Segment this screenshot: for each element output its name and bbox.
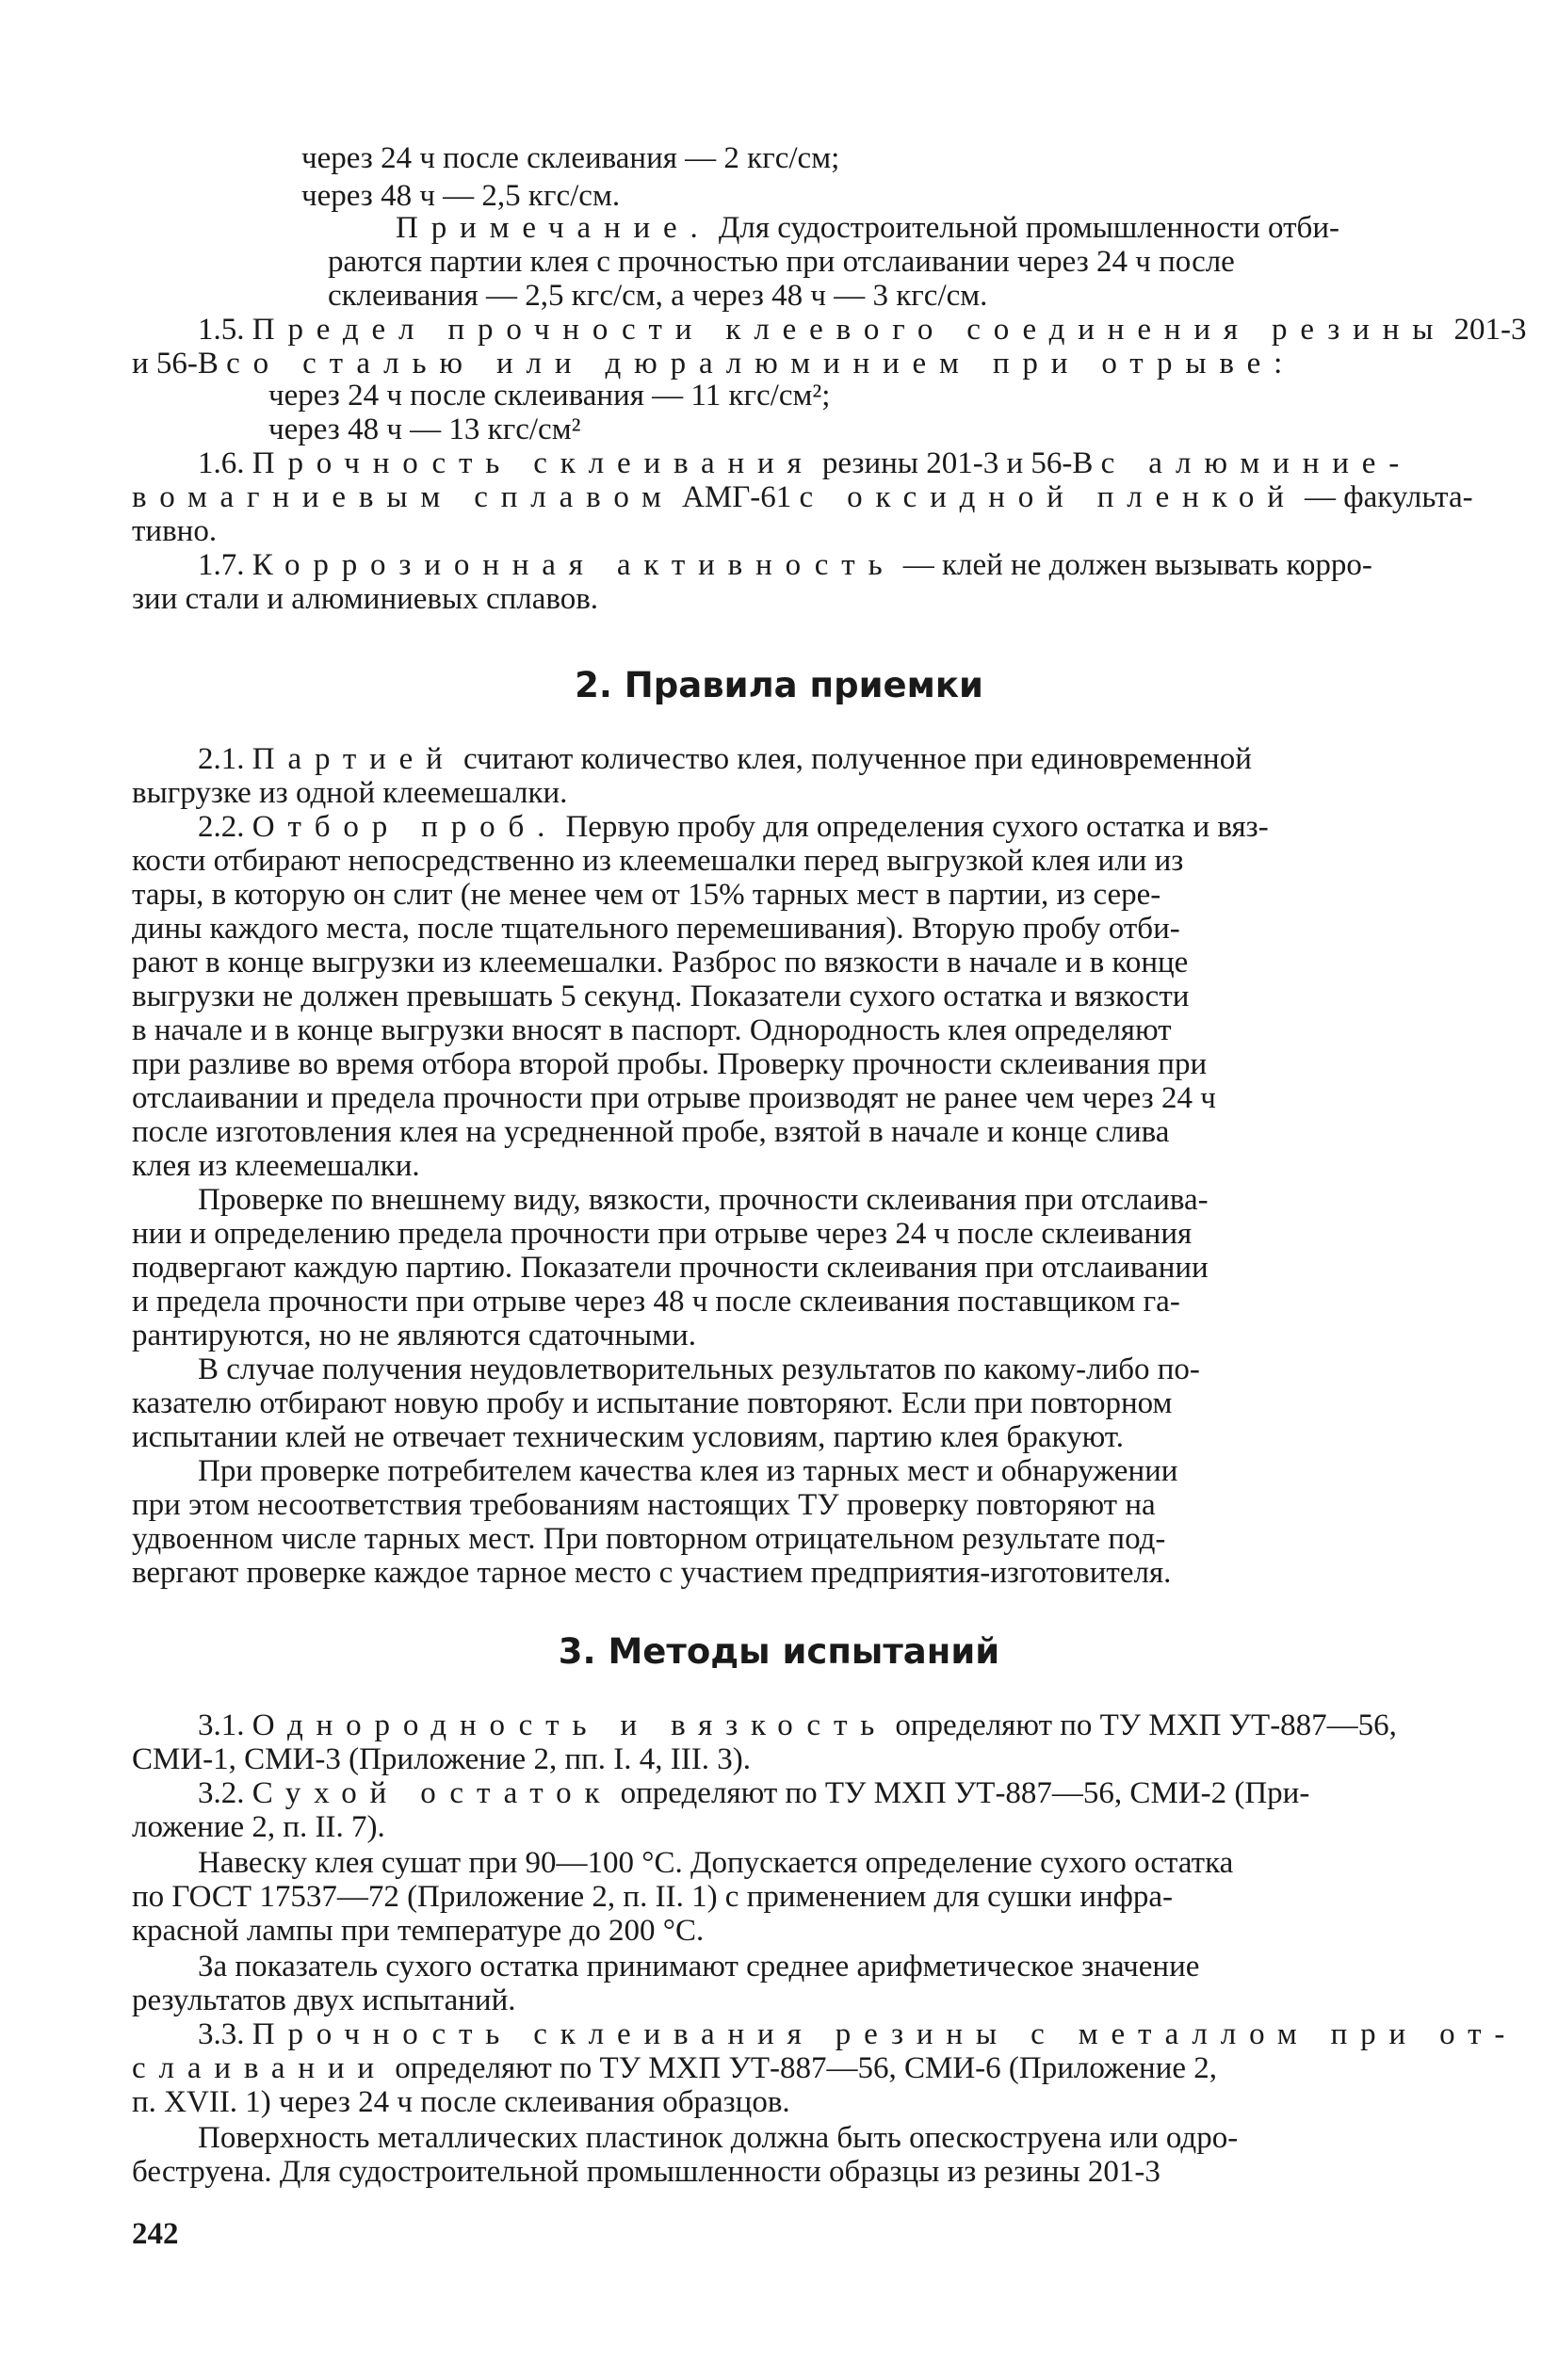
spaced-term: Прочность склеивания резины с металлом при от- — [252, 2017, 1518, 2051]
clause-3-3-line — [198, 2016, 1517, 2053]
clause-3-2-line: ложение 2, п. II. 7). — [132, 1810, 385, 1844]
text-line: Поверхность металлических пластинок должна быть опескоструена или одро- — [198, 2121, 1239, 2155]
clause-text: резины 201-3 и 56-В — [814, 446, 1101, 480]
clause-number: 3.3. — [198, 2017, 245, 2051]
section-heading-2: 2. Правила приемки — [575, 665, 983, 705]
note-line: раются партии клея с прочностью при отслаивании через 24 ч после — [328, 245, 1235, 279]
text-line: За показатель сухого остатка принимают среднее арифметическое значение — [198, 1950, 1200, 1983]
clause-text: считают количество клея, полученное при единовременной — [455, 742, 1252, 776]
text-line: через 24 ч после склеивания — 2 кгс/см; — [301, 141, 840, 175]
clause-number: 1.6. — [198, 446, 245, 480]
spaced-term: слаивании — [132, 2051, 387, 2085]
section-heading-3: 3. Методы испытаний — [558, 1631, 1000, 1672]
spaced-term: Однородность и вязкость — [252, 1708, 888, 1742]
spaced-term: вомагниевым сплавом — [132, 480, 674, 514]
clause-text: определяют по ТУ МХП УТ-887—56, СМИ-2 (При- — [612, 1776, 1310, 1810]
clause-text: определяют по ТУ МХП УТ-887—56, СМИ-6 (Приложение 2, — [386, 2051, 1218, 2085]
text-line: и предела прочности при отрыве через 48 ч после склеивания поставщиком га- — [132, 1285, 1180, 1319]
clause-text: 201-3 — [1446, 313, 1527, 347]
text-line: Проверке по внешнему виду, вязкости, прочности склеивания при отслаива- — [198, 1183, 1209, 1217]
clause-number: 2.1. — [198, 742, 245, 776]
clause-1-7-line — [198, 546, 1372, 584]
clause-3-3-line — [132, 2049, 1217, 2087]
clause-number: 1.5. — [198, 313, 245, 347]
text-line: красной лампы при температуре до 200 °С. — [132, 1914, 705, 1948]
clause-1-7-line: зии стали и алюминиевых сплавов. — [132, 582, 599, 616]
text-line: отслаивании и предела прочности при отрыве производят не ранее чем через 24 ч — [132, 1081, 1216, 1115]
clause-text: — факульта- — [1296, 480, 1473, 514]
text-line: Навеску клея сушат при 90—100 °С. Допускается определение сухого остатка — [198, 1846, 1234, 1880]
clause-text: — клей не должен вызывать корро- — [895, 548, 1372, 582]
clause-number: 1.7. — [198, 548, 245, 582]
spaced-term: Сухой остаток — [252, 1776, 613, 1810]
clause-1-6-line: тивно. — [132, 514, 218, 548]
clause-3-1-line — [198, 1707, 1397, 1744]
note-text: Для судостроительной промышленности отби- — [710, 211, 1339, 245]
spaced-term: Прочность склеивания — [252, 446, 815, 480]
spaced-term: с алюминие- — [1100, 446, 1413, 480]
text-line: тары, в которую он слит (не менее чем от 15% тарных мест в партии, из сере- — [132, 878, 1161, 912]
note-line — [396, 209, 1339, 247]
text-line: кости отбирают непосредственно из клеемешалки перед выгрузкой клея или из — [132, 844, 1184, 878]
clause-1-6-line — [132, 478, 1473, 516]
text-line: испытании клей не отвечает техническим условиям, партию клея бракуют. — [132, 1420, 1124, 1454]
page-number: 242 — [132, 2217, 179, 2251]
text-line: подвергают каждую партию. Показатели прочности склеивания при отслаивании — [132, 1251, 1209, 1285]
clause-3-2-line — [198, 1774, 1309, 1812]
clause-1-6-line — [198, 445, 1412, 482]
clause-text: и 56-В — [132, 347, 227, 380]
clause-1-5-line — [198, 311, 1527, 348]
spaced-term: со сталью или дюралюминием при отрыве: — [226, 347, 1296, 380]
clause-2-2-line — [198, 808, 1269, 846]
clause-number: 3.2. — [198, 1776, 245, 1810]
text-line: в начале и в конце выгрузки вносят в паспорт. Однородность клея определяют — [132, 1013, 1172, 1047]
clause-text: АМГ-61 — [674, 480, 800, 514]
clause-number: 2.2. — [198, 810, 245, 844]
text-line: нии и определению предела прочности при отрыве через 24 ч после склеивания — [132, 1217, 1193, 1251]
clause-3-1-line: СМИ-1, СМИ-3 (Приложение 2, пп. I. 4, III. 3). — [132, 1742, 751, 1776]
spaced-term: Предел прочности клеевого соединения резины — [252, 313, 1447, 347]
text-line: беструена. Для судостроительной промышленности образцы из резины 201-3 — [132, 2155, 1160, 2189]
spaced-term: Отбор проб. — [252, 810, 559, 844]
text-line: результатов двух испытаний. — [132, 1983, 516, 2017]
clause-text: определяют по ТУ МХП УТ-887—56, — [887, 1708, 1397, 1742]
clause-3-3-line: п. XVII. 1) через 24 ч после склеивания образцов. — [132, 2085, 790, 2119]
note-line: склеивания — 2,5 кгс/см, а через 48 ч — 3 кгс/см. — [328, 279, 988, 313]
spaced-term: с оксидной пленкой — [799, 480, 1297, 514]
text-line: вергают проверке каждое тарное место с участием предприятия-изготовителя. — [132, 1556, 1172, 1590]
text-line: после изготовления клея на усредненной пробе, взятой в начале и конце слива — [132, 1115, 1170, 1149]
text-line: дины каждого места, после тщательного перемешивания). Вторую пробу отби- — [132, 912, 1180, 946]
value-line: через 24 ч после склеивания — 11 кгс/см²; — [268, 379, 831, 413]
note-label: Примечание. — [396, 211, 711, 245]
clause-text: Первую пробу для определения сухого остатка и вяз- — [558, 810, 1269, 844]
spaced-term: Партией — [252, 742, 456, 776]
text-line: через 48 ч — 2,5 кгс/см. — [301, 179, 621, 213]
text-line: При проверке потребителем качества клея из тарных мест и обнаружении — [198, 1454, 1178, 1488]
clause-number: 3.1. — [198, 1708, 245, 1742]
text-line: выгрузки не должен превышать 5 секунд. Показатели сухого остатка и вязкости — [132, 980, 1190, 1013]
text-line: рантируются, но не являются сдаточными. — [132, 1319, 696, 1352]
text-line: казателю отбирают новую пробу и испытание повторяют. Если при повторном — [132, 1386, 1173, 1420]
clause-2-1-line — [198, 740, 1252, 778]
text-line: при разливе во время отбора второй пробы. Проверку прочности склеивания при — [132, 1047, 1208, 1081]
text-line: удвоенном числе тарных мест. При повторном отрицательном результате под- — [132, 1522, 1166, 1556]
text-line: В случае получения неудовлетворительных результатов по какому-либо по- — [198, 1352, 1200, 1386]
text-line: рают в конце выгрузки из клеемешалки. Разброс по вязкости в начале и в конце — [132, 946, 1189, 980]
text-line: по ГОСТ 17537—72 (Приложение 2, п. II. 1) с применением для сушки инфра- — [132, 1880, 1174, 1914]
text-line: клея из клеемешалки. — [132, 1149, 420, 1183]
value-line: через 48 ч — 13 кгс/см² — [268, 413, 581, 446]
spaced-term: Коррозионная активность — [252, 548, 896, 582]
text-line: при этом несоответствия требованиям настоящих ТУ проверку повторяют на — [132, 1488, 1156, 1522]
clause-2-1-line: выгрузке из одной клеемешалки. — [132, 776, 568, 810]
